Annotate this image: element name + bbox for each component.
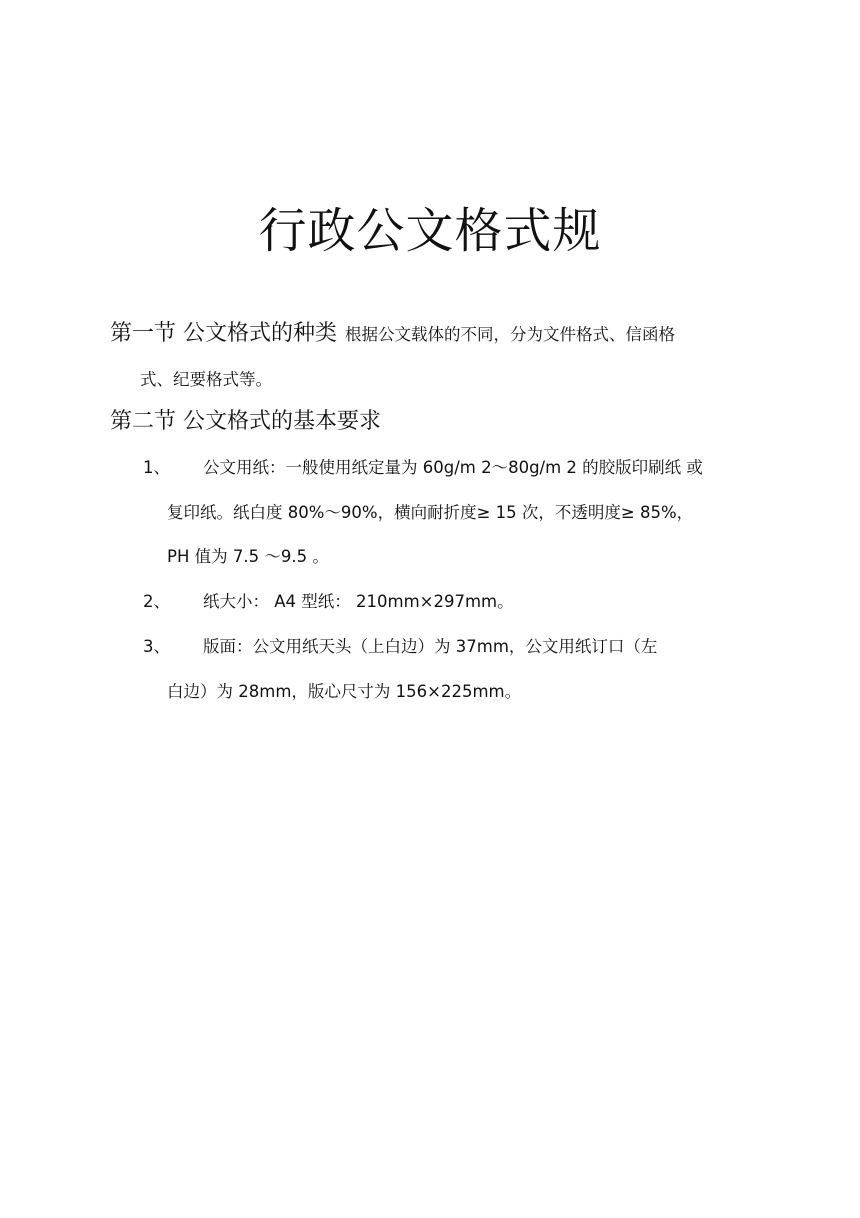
list-item-1-first-line xyxy=(143,454,703,482)
section-1-text-line-1: 根据公文载体的不同，分为文件格式、信函格 xyxy=(345,325,675,344)
list-item-text: 版面：公文用纸天头（上白边）为 37mm，公文用纸订口（左 xyxy=(203,637,658,656)
list-item-2-first-line xyxy=(143,588,514,616)
list-item-number: 3、 xyxy=(143,637,170,656)
list-item-text: 公文用纸：一般使用纸定量为 60g/m 2～80g/m 2 的胶版印刷纸 或 xyxy=(203,458,703,477)
list-item-text: 纸大小： A4 型纸： 210mm×297mm。 xyxy=(203,592,514,611)
list-item-3-first-line xyxy=(143,633,657,661)
document-title: 行政公文格式规 xyxy=(258,203,602,259)
section-1-heading: 第一节 公文格式的种类 xyxy=(110,321,337,346)
section-2-heading: 第二节 公文格式的基本要求 xyxy=(110,409,381,434)
section-1-first-line xyxy=(110,320,675,349)
list-item-number: 2、 xyxy=(143,592,170,611)
list-item-number: 1、 xyxy=(143,458,170,477)
list-item-text: PH 值为 7.5 ～9.5 。 xyxy=(167,547,329,566)
list-item-text: 复印纸。纸白度 80%～90%，横向耐折度≥ 15 次，不透明度≥ 85%， xyxy=(167,503,694,522)
list-item-text: 白边）为 28mm，版心尺寸为 156×225mm。 xyxy=(167,682,522,701)
section-1-text-line-2: 式、纪要格式等。 xyxy=(140,370,272,389)
